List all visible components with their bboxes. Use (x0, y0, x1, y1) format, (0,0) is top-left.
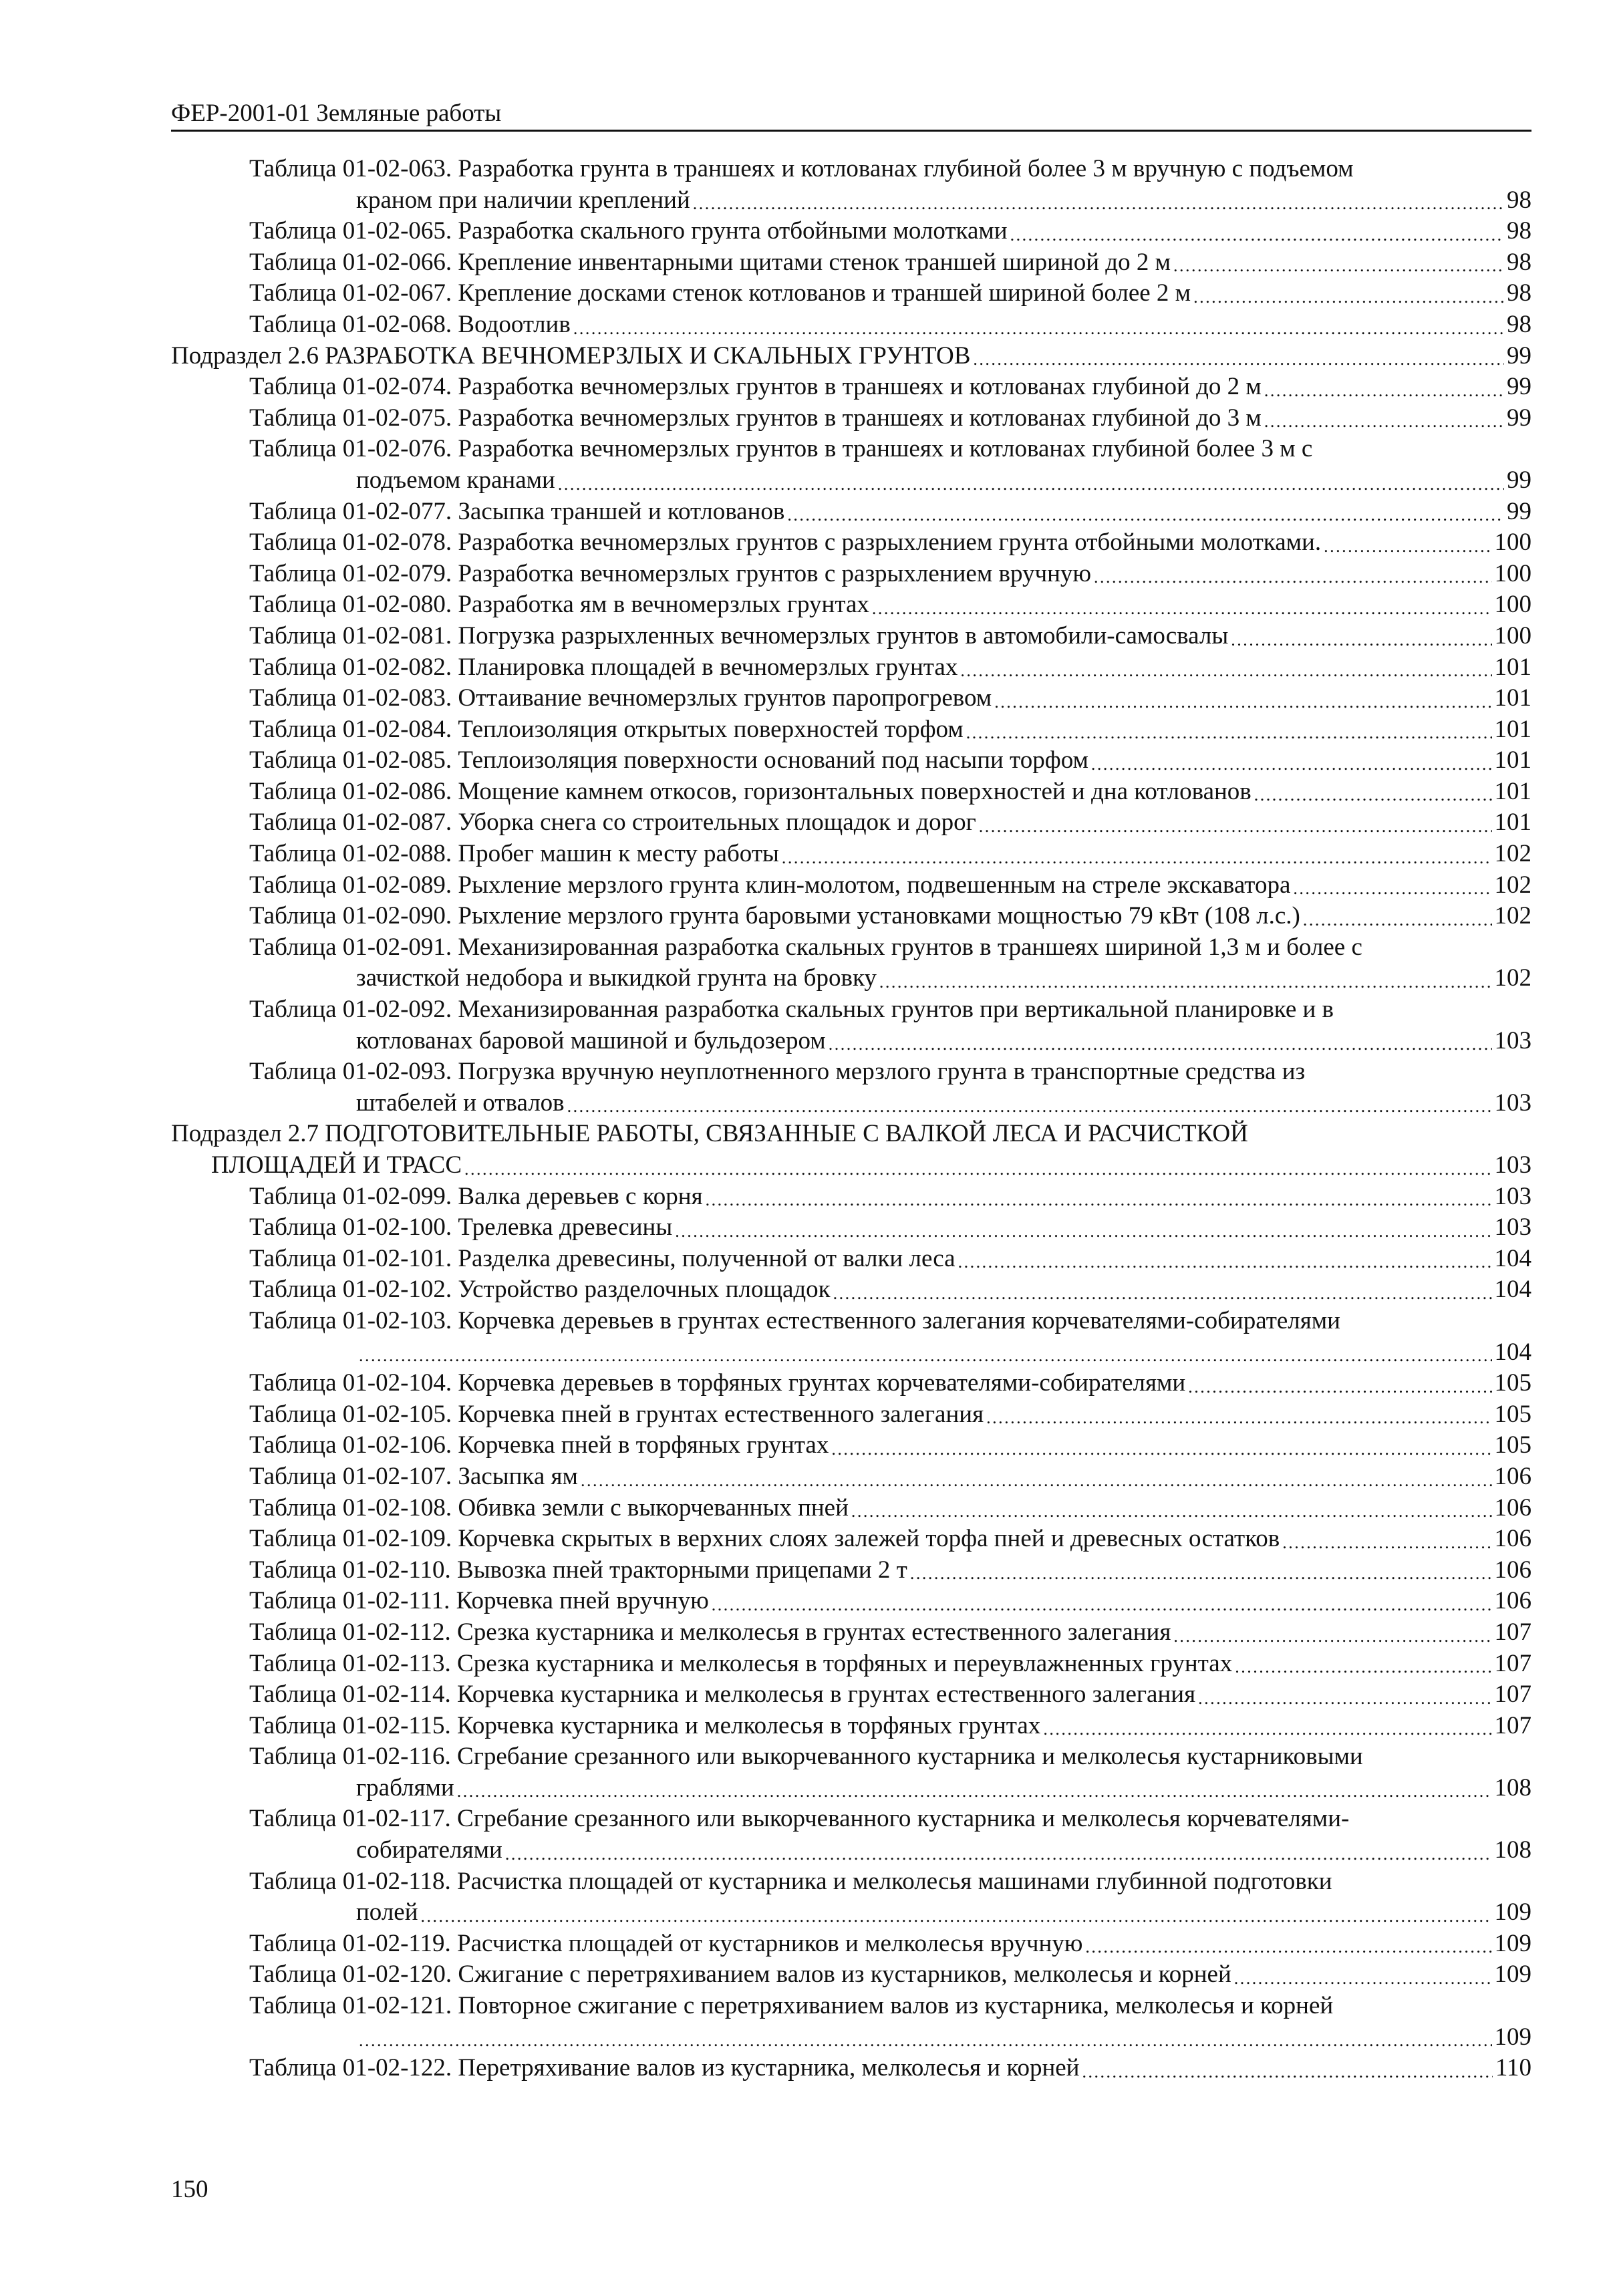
toc-table-entry[interactable] (171, 1306, 1531, 1368)
toc-entry-text: Таблица 01-02-114. Корчевка кустарника и мелколесья в грунтах естественного залегания (249, 1681, 1196, 1709)
toc-table-entry[interactable] (171, 776, 1531, 808)
dot-leader (1094, 565, 1491, 589)
toc-page-number: 102 (1494, 902, 1531, 930)
toc-table-entry[interactable] (171, 154, 1531, 216)
dot-leader (831, 1437, 1491, 1461)
toc-entry-text: Таблица 01-02-075. Разработка вечномерзлых грунтов в траншеях и котлованах глубиной до 3 м (249, 404, 1262, 432)
toc-entry-text: Таблица 01-02-086. Мощение камнем откосов, горизонтальных поверхностей и дна котлованов (249, 777, 1252, 805)
toc-entry-text: Таблица 01-02-068. Водоотлив (249, 310, 571, 338)
page-number: 150 (171, 2176, 208, 2203)
toc-page-number: 106 (1494, 1493, 1531, 1522)
toc-entry-text: Таблица 01-02-090. Рыхление мерзлого грунта баровыми установками мощностью 79 кВт (108 л.с.) (249, 902, 1300, 930)
toc-page-number: 99 (1507, 497, 1531, 525)
toc-page-number: 107 (1494, 1618, 1531, 1646)
toc-table-entry[interactable] (171, 1056, 1531, 1119)
toc-page-number: 98 (1507, 248, 1531, 276)
toc-entry-text: Таблица 01-02-085. Теплоизоляция поверхности оснований под насыпи торфом (249, 746, 1088, 774)
dot-leader (359, 1344, 1492, 1368)
toc-entry-text: Таблица 01-02-065. Разработка скального грунта отбойными молотками (249, 217, 1008, 245)
toc-entry-text: Таблица 01-02-117. Сгребание срезанного или выкорчеванного кустарника и мелколесья корчевателями- (249, 1805, 1350, 1833)
dot-leader (973, 347, 1504, 372)
toc-table-entry[interactable] (171, 870, 1531, 901)
toc-entry-text: Таблица 01-02-074. Разработка вечномерзлых грунтов в траншеях и котлованах глубиной до 2 м (249, 373, 1262, 401)
toc-page-number: 98 (1507, 217, 1531, 245)
toc-table-entry[interactable] (171, 714, 1531, 746)
toc-table-entry[interactable] (171, 807, 1531, 839)
dot-leader (994, 690, 1491, 714)
table-of-contents (171, 154, 1531, 2084)
dot-leader (986, 1406, 1491, 1430)
toc-table-entry[interactable] (171, 2053, 1531, 2084)
toc-entry-text: Таблица 01-02-083. Оттаивание вечномерзлых грунтов паропрогревом (249, 684, 992, 712)
toc-table-entry[interactable] (171, 1399, 1531, 1431)
toc-page-number: 106 (1494, 1556, 1531, 1584)
toc-page-number: 99 (1507, 404, 1531, 432)
dot-leader (1234, 1967, 1492, 1991)
toc-page-number: 99 (1507, 373, 1531, 401)
dot-leader (782, 846, 1492, 870)
toc-entry-text: Таблица 01-02-089. Рыхление мерзлого грунта клин-молотом, подвешенным на стреле экскаватора (249, 871, 1291, 899)
toc-page-number: 109 (1494, 1929, 1531, 1957)
toc-page-number: 100 (1494, 529, 1531, 557)
toc-page-number: 107 (1494, 1711, 1531, 1739)
toc-page-number: 102 (1494, 871, 1531, 899)
toc-table-entry[interactable] (171, 1804, 1531, 1866)
toc-table-entry[interactable] (171, 994, 1531, 1056)
toc-table-entry[interactable] (171, 1741, 1531, 1804)
dot-leader (1231, 628, 1491, 652)
toc-page-number: 104 (1494, 1338, 1531, 1366)
dot-leader (1043, 1717, 1491, 1741)
dot-leader (675, 1219, 1491, 1244)
toc-table-entry[interactable] (171, 1555, 1531, 1586)
toc-table-entry[interactable] (171, 372, 1531, 403)
toc-page-number: 106 (1494, 1525, 1531, 1553)
toc-table-entry[interactable] (171, 1368, 1531, 1399)
dot-leader (966, 721, 1492, 745)
toc-page-number: 101 (1494, 809, 1531, 837)
dot-leader (833, 1282, 1492, 1306)
toc-entry-text: Таблица 01-02-111. Корчевка пней вручную (249, 1587, 709, 1615)
dot-leader (851, 1499, 1492, 1524)
toc-entry-text: Таблица 01-02-084. Теплоизоляция открытых поверхностей торфом (249, 715, 964, 743)
dot-leader (1173, 1624, 1491, 1648)
toc-entry-text: подъемом кранами (356, 466, 555, 494)
dot-leader (1091, 752, 1492, 776)
toc-table-entry[interactable] (171, 932, 1531, 994)
toc-entry-text: Таблица 01-02-105. Корчевка пней в грунтах естественного залегания (249, 1400, 984, 1428)
toc-entry-text: ПЛОЩАДЕЙ И ТРАСС (211, 1151, 462, 1179)
running-header (171, 99, 1531, 132)
dot-leader (958, 1250, 1492, 1274)
toc-table-entry[interactable] (171, 1586, 1531, 1617)
toc-table-entry[interactable] (171, 1493, 1531, 1524)
toc-entry-text: Таблица 01-02-088. Пробег машин к месту работы (249, 840, 779, 868)
toc-page-number: 101 (1494, 777, 1531, 805)
toc-entry-text: краном при наличии креплений (356, 186, 690, 214)
dot-leader (464, 1157, 1491, 1181)
toc-page-number: 108 (1494, 1836, 1531, 1864)
toc-entry-text: Таблица 01-02-118. Расчистка площадей от кустарника и мелколесья машинами глубинной подготовки (249, 1867, 1332, 1895)
toc-page-number: 108 (1494, 1773, 1531, 1802)
toc-entry-text: собирателями (356, 1836, 502, 1864)
toc-table-entry[interactable] (171, 1617, 1531, 1648)
toc-table-entry[interactable] (171, 309, 1531, 341)
dot-leader (979, 815, 1492, 839)
dot-leader (829, 1032, 1492, 1056)
toc-entry-text: Таблица 01-02-116. Сгребание срезанного или выкорчеванного кустарника и мелколесья кустарниковыми (249, 1743, 1363, 1771)
dot-leader (1193, 285, 1504, 309)
dot-leader (359, 2029, 1492, 2053)
dot-leader (1173, 254, 1504, 278)
dot-leader (872, 597, 1492, 621)
toc-entry-text: Таблица 01-02-107. Засыпка ям (249, 1462, 578, 1490)
toc-table-entry[interactable] (171, 1959, 1531, 1991)
toc-page-number: 101 (1494, 746, 1531, 774)
dot-leader (706, 1188, 1492, 1212)
toc-entry-text: Таблица 01-02-078. Разработка вечномерзлых грунтов с разрыхлением грунта отбойными молотками. (249, 529, 1322, 557)
toc-entry-text: Таблица 01-02-115. Корчевка кустарника и мелколесья в торфяных грунтах (249, 1711, 1041, 1739)
toc-entry-text: Таблица 01-02-077. Засыпка траншей и котлованов (249, 497, 785, 525)
toc-table-entry[interactable] (171, 403, 1531, 434)
toc-table-entry[interactable] (171, 1711, 1531, 1742)
toc-page-number: 109 (1494, 1898, 1531, 1926)
toc-table-entry[interactable] (171, 1181, 1531, 1213)
dot-leader (1282, 1531, 1491, 1555)
toc-entry-text: Таблица 01-02-106. Корчевка пней в торфяных грунтах (249, 1431, 829, 1459)
dot-leader (1010, 223, 1504, 247)
toc-entry-text: Таблица 01-02-087. Уборка снега со строительных площадок и дорог (249, 809, 976, 837)
toc-entry-text: Таблица 01-02-099. Валка деревьев с корня (249, 1182, 703, 1210)
toc-page-number: 104 (1494, 1244, 1531, 1272)
toc-entry-text: полей (356, 1898, 418, 1926)
toc-page-number: 98 (1507, 310, 1531, 338)
toc-table-entry[interactable] (171, 1430, 1531, 1461)
toc-page-number: 100 (1494, 591, 1531, 619)
toc-page-number: 98 (1507, 279, 1531, 307)
dot-leader (457, 1779, 1492, 1804)
toc-page-number: 103 (1494, 1151, 1531, 1179)
toc-table-entry[interactable] (171, 1212, 1531, 1244)
toc-table-entry[interactable] (171, 247, 1531, 279)
toc-entry-text: Таблица 01-02-102. Устройство разделочных площадок (249, 1276, 831, 1304)
toc-page-number: 107 (1494, 1681, 1531, 1709)
toc-page-number: 103 (1494, 1213, 1531, 1242)
toc-entry-text: Таблица 01-02-081. Погрузка разрыхленных вечномерзлых грунтов в автомобили-самосвалы (249, 621, 1229, 650)
toc-entry-text: Таблица 01-02-110. Вывозка пней тракторными прицепами 2 т (249, 1556, 907, 1584)
toc-entry-text: Таблица 01-02-120. Сжигание с перетряхиванием валов из кустарников, мелколесья и корней (249, 1961, 1231, 1989)
toc-table-entry[interactable] (171, 278, 1531, 309)
toc-entry-text: Таблица 01-02-101. Разделка древесины, полученной от валки леса (249, 1244, 956, 1272)
toc-table-entry[interactable] (171, 1244, 1531, 1275)
toc-page-number: 100 (1494, 559, 1531, 587)
toc-entry-text: Таблица 01-02-079. Разработка вечномерзлых грунтов с разрыхлением вручную (249, 559, 1092, 587)
toc-page-number: 98 (1507, 186, 1531, 214)
dot-leader (573, 317, 1504, 341)
running-header-title: ФЕР-2001-01 Земляные работы (171, 100, 502, 127)
toc-entry-text: граблями (356, 1773, 454, 1802)
dot-leader (693, 192, 1504, 216)
toc-table-entry[interactable] (171, 652, 1531, 684)
toc-entry-text: Таблица 01-02-103. Корчевка деревьев в грунтах естественного залегания корчевателями-собирателями (249, 1306, 1340, 1334)
toc-page-number: 99 (1507, 341, 1531, 370)
dot-leader (1293, 877, 1491, 901)
toc-entry-text: Таблица 01-02-092. Механизированная разработка скальных грунтов при вертикальной планировке и в (249, 996, 1334, 1024)
toc-page-number: 105 (1494, 1400, 1531, 1428)
toc-entry-text: Подраздел 2.6 РАЗРАБОТКА ВЕЧНОМЕРЗЛЫХ И СКАЛЬНЫХ ГРУНТОВ (171, 341, 971, 370)
dot-leader (581, 1469, 1492, 1493)
toc-table-entry[interactable] (171, 1274, 1531, 1306)
toc-entry-text: Таблица 01-02-080. Разработка ям в вечномерзлых грунтах (249, 591, 869, 619)
toc-page-number: 103 (1494, 1089, 1531, 1117)
dot-leader (1324, 535, 1491, 559)
toc-section-entry[interactable] (171, 1119, 1531, 1181)
toc-page-number: 103 (1494, 1182, 1531, 1210)
toc-entry-text: Таблица 01-02-100. Трелевка древесины (249, 1213, 673, 1242)
dot-leader (960, 659, 1491, 683)
dot-leader (712, 1593, 1492, 1617)
dot-leader (505, 1842, 1492, 1866)
toc-entry-text: Таблица 01-02-104. Корчевка деревьев в торфяных грунтах корчевателями-собирателями (249, 1369, 1186, 1397)
toc-section-entry[interactable] (171, 341, 1531, 372)
dot-leader (879, 970, 1492, 994)
dot-leader (1264, 410, 1504, 434)
toc-table-entry[interactable] (171, 621, 1531, 652)
toc-page-number: 101 (1494, 684, 1531, 712)
dot-leader (1085, 1935, 1491, 1959)
toc-table-entry[interactable] (171, 434, 1531, 496)
toc-entry-text: Подраздел 2.7 ПОДГОТОВИТЕЛЬНЫЕ РАБОТЫ, СВЯЗАННЫЕ С ВАЛКОЙ ЛЕСА И РАСЧИСТКОЙ (171, 1120, 1248, 1148)
toc-page-number: 109 (1494, 2023, 1531, 2051)
dot-leader (1254, 783, 1492, 807)
toc-entry-text: Таблица 01-02-113. Срезка кустарника и мелколесья в торфяных и переувлажненных грунтах (249, 1649, 1233, 1677)
toc-page-number: 99 (1507, 466, 1531, 494)
dot-leader (910, 1562, 1492, 1586)
toc-page-number: 107 (1494, 1649, 1531, 1677)
dot-leader (1264, 379, 1504, 403)
toc-table-entry[interactable] (171, 1648, 1531, 1680)
toc-page-number: 104 (1494, 1276, 1531, 1304)
toc-page-number: 110 (1495, 2054, 1531, 2082)
toc-table-entry[interactable] (171, 839, 1531, 870)
toc-table-entry[interactable] (171, 559, 1531, 590)
toc-table-entry[interactable] (171, 1928, 1531, 1960)
toc-entry-text: Таблица 01-02-076. Разработка вечномерзлых грунтов в траншеях и котлованах глубиной более 3 м с (249, 435, 1313, 463)
toc-table-entry[interactable] (171, 527, 1531, 559)
toc-entry-text: Таблица 01-02-091. Механизированная разработка скальных грунтов в траншеях шириной 1,3 м и более с (249, 933, 1362, 961)
toc-page-number: 109 (1494, 1961, 1531, 1989)
toc-entry-text: котлованах баровой машиной и бульдозером (356, 1026, 826, 1054)
toc-page-number: 106 (1494, 1587, 1531, 1615)
toc-page-number: 103 (1494, 1026, 1531, 1054)
toc-table-entry[interactable] (171, 1991, 1531, 2053)
toc-page-number: 100 (1494, 621, 1531, 650)
toc-entry-text: Таблица 01-02-109. Корчевка скрытых в верхних слоях залежей торфа пней и древесных остатков (249, 1525, 1280, 1553)
toc-table-entry[interactable] (171, 1461, 1531, 1493)
toc-page-number: 102 (1494, 840, 1531, 868)
dot-leader (1082, 2060, 1492, 2084)
dot-leader (1198, 1687, 1491, 1711)
toc-table-entry[interactable] (171, 745, 1531, 776)
toc-table-entry[interactable] (171, 496, 1531, 528)
dot-leader (787, 503, 1504, 527)
dot-leader (1235, 1655, 1491, 1679)
toc-page-number: 102 (1494, 964, 1531, 992)
toc-entry-text: Таблица 01-02-067. Крепление досками стенок котлованов и траншей шириной более 2 м (249, 279, 1191, 307)
toc-entry-text: зачисткой недобора и выкидкой грунта на бровку (356, 964, 877, 992)
toc-entry-text: Таблица 01-02-121. Повторное сжигание с перетряхиванием валов из кустарника, мелколесья и корней (249, 1992, 1334, 2020)
toc-page-number: 101 (1494, 715, 1531, 743)
toc-table-entry[interactable] (171, 683, 1531, 714)
dot-leader (558, 472, 1504, 496)
toc-entry-text: Таблица 01-02-063. Разработка грунта в траншеях и котлованах глубиной более 3 м вручную с подъемом (249, 155, 1354, 182)
toc-table-entry[interactable] (171, 1679, 1531, 1711)
toc-table-entry[interactable] (171, 901, 1531, 932)
toc-page-number: 105 (1494, 1369, 1531, 1397)
dot-leader (1188, 1375, 1491, 1399)
toc-page-number: 106 (1494, 1462, 1531, 1490)
dot-leader (421, 1904, 1492, 1928)
toc-entry-text: Таблица 01-02-122. Перетряхивание валов из кустарника, мелколесья и корней (249, 2054, 1080, 2082)
toc-table-entry[interactable] (171, 1866, 1531, 1928)
toc-entry-text: Таблица 01-02-119. Расчистка площадей от кустарников и мелколесья вручную (249, 1929, 1083, 1957)
toc-table-entry[interactable] (171, 589, 1531, 621)
toc-entry-text: Таблица 01-02-112. Срезка кустарника и мелколесья в грунтах естественного залегания (249, 1618, 1171, 1646)
toc-table-entry[interactable] (171, 1524, 1531, 1555)
toc-entry-text: Таблица 01-02-093. Погрузка вручную неуплотненного мерзлого грунта в транспортные средства из (249, 1058, 1306, 1086)
toc-page-number: 105 (1494, 1431, 1531, 1459)
toc-page-number: 101 (1494, 653, 1531, 681)
toc-table-entry[interactable] (171, 216, 1531, 247)
toc-entry-text: Таблица 01-02-082. Планировка площадей в вечномерзлых грунтах (249, 653, 958, 681)
toc-entry-text: штабелей и отвалов (356, 1089, 565, 1117)
toc-entry-text: Таблица 01-02-108. Обивка земли с выкорчеванных пней (249, 1493, 849, 1522)
toc-entry-text: Таблица 01-02-066. Крепление инвентарными щитами стенок траншей шириной до 2 м (249, 248, 1171, 276)
dot-leader (567, 1095, 1492, 1119)
dot-leader (1303, 908, 1492, 932)
